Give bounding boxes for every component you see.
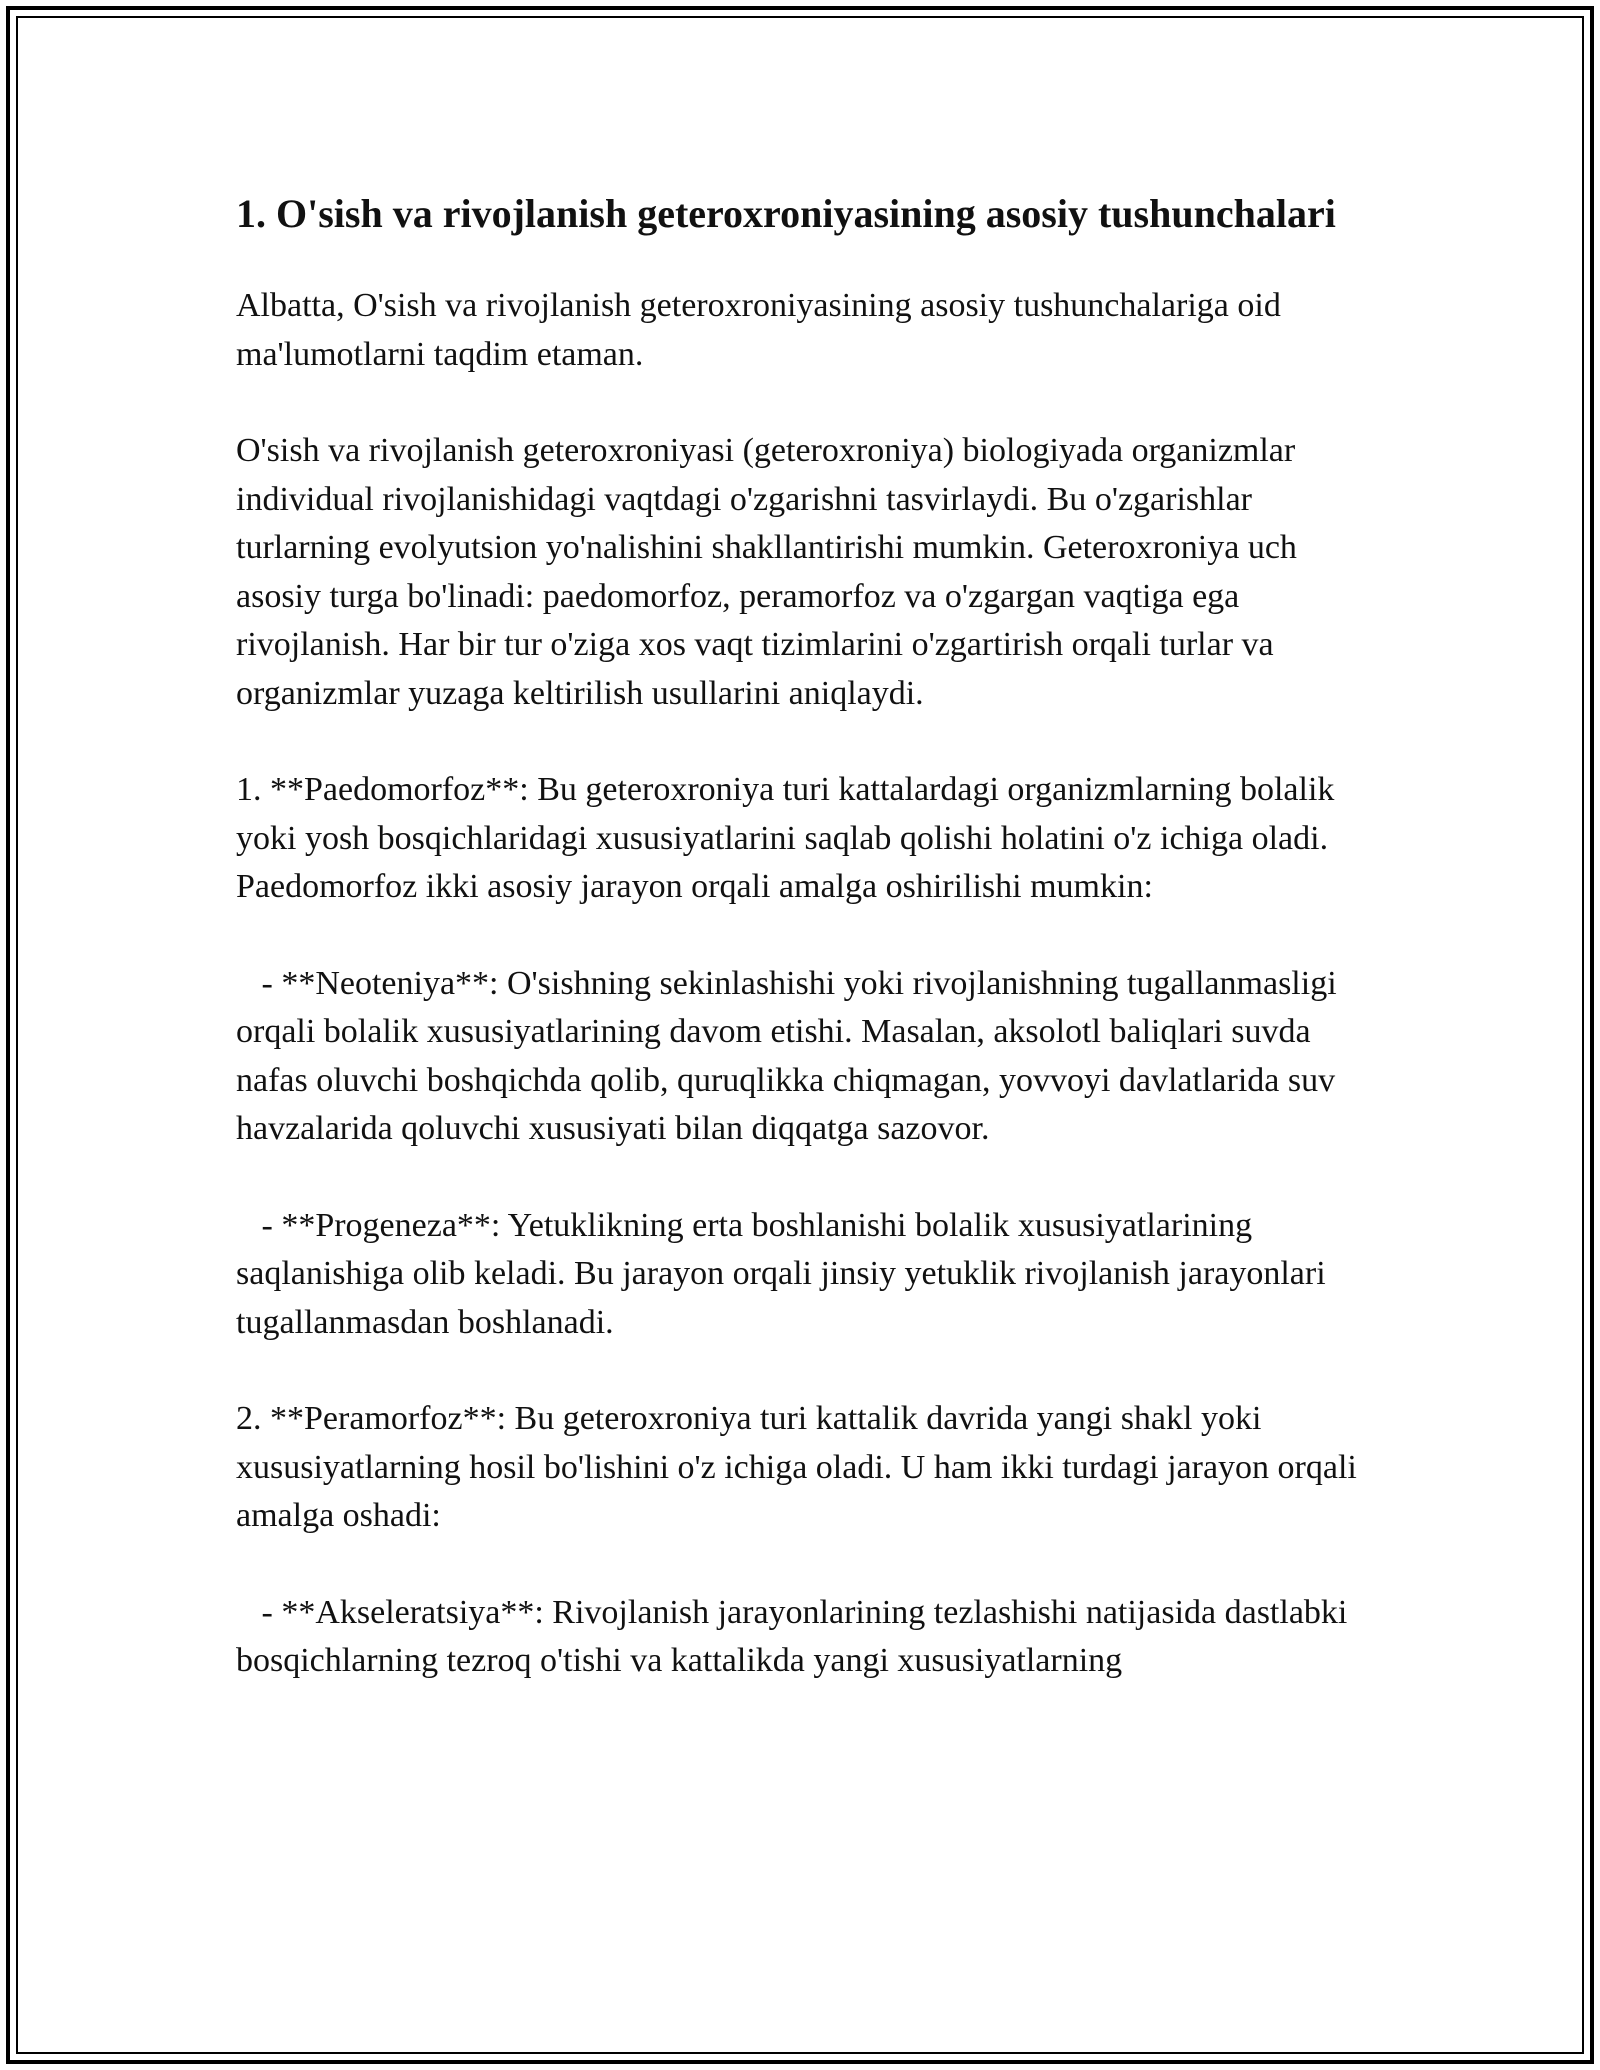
paragraph-peramorfoz: 2. **Peramorfoz**: Bu geteroxroniya turi kattalik davrida yangi shakl yoki xususiyatlarning hosil bo'lishini o'z ichiga oladi. U ham ikki turdagi jarayon orqali amalga oshadi: xyxy=(236,1400,1366,1534)
paragraph-definition: O'sish va rivojlanish geteroxroniyasi (geteroxroniya) biologiyada organizmlar individual rivojlanishidagi vaqtdagi o'zgarishni tasvirlaydi. Bu o'zgarishlar turlarning evolyutsion yo'nalishini shakllantirishi mumkin. Geteroxroniya uch asosiy turga bo'linadi: paedomorfoz, peramorfoz va o'zgargan vaqtiga ega rivojlanish. Har bir tur o'ziga xos vaqt tizimlarini o'zgartirish orqali turlar va organizmlar yuzaga keltirilish usullarini aniqlaydi. xyxy=(236,432,1306,712)
paragraph-neoteniya: - **Neoteniya**: O'sishning sekinlashishi yoki rivojlanishning tugallanmasligi orqali bolalik xususiyatlarining davom etishi. Masalan, aksolotl baliqlari suvda nafas oluvchi boshqichda qolib, quruqlikka chiqmagan, yovvoyi davlatlarida suv havzalarida qoluvchi xususiyati bilan diqqatga sazovor. xyxy=(236,964,1346,1147)
paragraph-intro: Albatta, O'sish va rivojlanish geteroxroniyasining asosiy tushunchalariga oid ma'lumotlarni taqdim etaman. xyxy=(236,287,1290,373)
paragraph-paedomorfoz: 1. **Paedomorfoz**: Bu geteroxroniya turi kattalardagi organizmlarning bolalik yoki yosh bosqichlaridagi xususiyatlarini saqlab qolishi holatini o'z ichiga oladi. Paedomorfoz ikki asosiy jarayon orqali amalga oshirilishi mumkin: xyxy=(236,771,1343,905)
document-body xyxy=(236,186,1376,1686)
paragraph-progeneza: - **Progeneza**: Yetuklikning erta boshlanishi bolalik xususiyatlarining saqlanishiga olib keladi. Bu jarayon orqali jinsiy yetuklik rivojlanish jarayonlari tugallanmasdan boshlanadi. xyxy=(236,1206,1335,1341)
section-heading: 1. O'sish va rivojlanish geteroxroniyasining asosiy tushunchalari xyxy=(236,191,1336,236)
paragraph-akseleratsiya: - **Akseleratsiya**: Rivojlanish jarayonlarining tezlashishi natijasida dastlabki bosqichlarning tezroq o'tishi va kattalikda yangi xususiyatlarning xyxy=(236,1593,1356,1679)
